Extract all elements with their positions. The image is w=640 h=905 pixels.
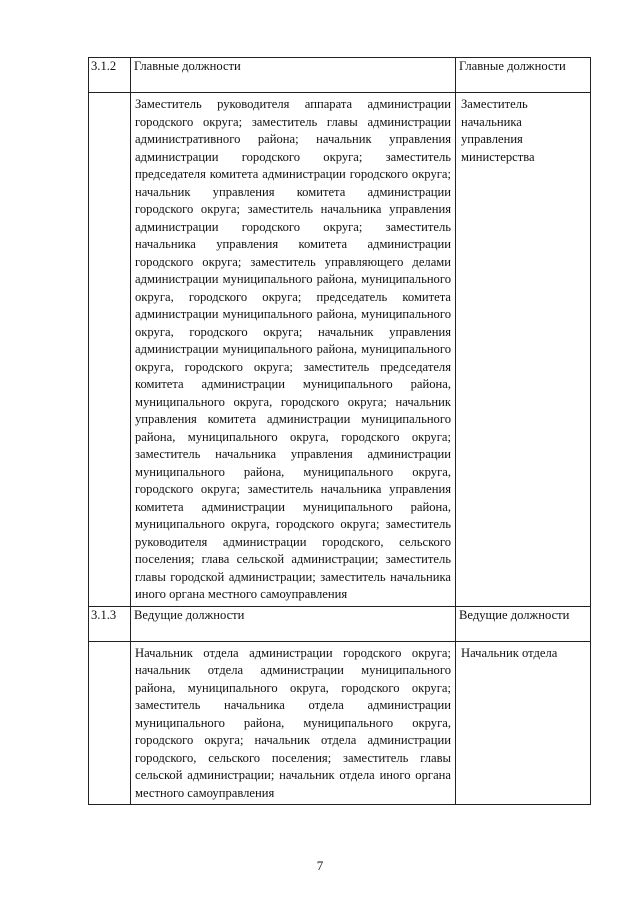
section-body-row-3-1-3 [89, 641, 591, 805]
empty-number-cell [89, 641, 131, 805]
page-number: 7 [316, 858, 324, 873]
section-heading: Главные должности [131, 58, 456, 93]
section-row-3-1-2 [89, 58, 591, 93]
positions-list: Заместитель руководителя аппарата администрации городского округа; заместитель главы администрации административного района; начальник управления администрации городского округа; заместитель председателя комитета администрации городского округа; начальник управления комитета администрации городского округа; заместитель начальника управления администрации городского округа; заместитель начальника управления комитета администрации городского округа; заместитель управляющего делами администрации муниципального района, муниципального округа, городского округа; председатель комитета администрации муниципального района, муниципального округа, городского округа; начальник управления администрации муниципального района, муниципального округа, городского округа; заместитель председателя комитета администрации муниципального района, муниципального округа, городского округа; начальник управления комитета администрации муниципального района, муниципального округа, городского округа; заместитель начальника управления администрации муниципального района, муниципального округа, городского округа; заместитель начальника управления комитета администрации муниципального района, муниципального округа, городского округа; заместитель руководителя администрации городского, сельского поселения; глава сельской администрации; заместитель главы городской администрации; заместитель начальника иного органа местного самоуправления [131, 93, 456, 607]
section-heading-side: Ведущие должности [456, 606, 591, 641]
equivalent-position: Начальник отдела [456, 641, 591, 805]
equivalent-position: Заместитель начальника управления министерства [456, 93, 591, 607]
section-number: 3.1.3 [89, 606, 131, 641]
section-row-3-1-3 [89, 606, 591, 641]
section-number: 3.1.2 [89, 58, 131, 93]
positions-list: Начальник отдела администрации городского округа; начальник отдела администрации муниципального района, муниципального округа, городского округа; заместитель начальника отдела администрации муниципального района, муниципального округа, городского округа; начальник отдела администрации городского, сельского поселения; заместитель главы сельской администрации; начальник отдела иного органа местного самоуправления [131, 641, 456, 805]
empty-number-cell [89, 93, 131, 607]
section-body-row-3-1-2 [89, 93, 591, 607]
section-heading-side: Главные должности [456, 58, 591, 93]
section-heading: Ведущие должности [131, 606, 456, 641]
positions-table [88, 57, 591, 805]
